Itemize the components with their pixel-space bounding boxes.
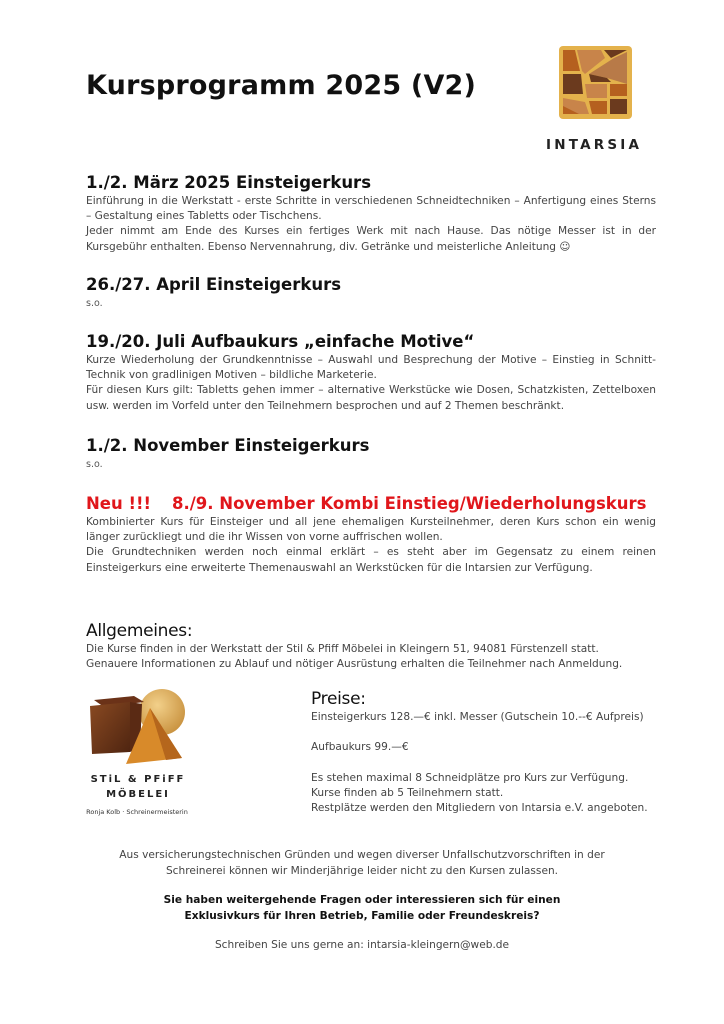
new-badge: Neu !!!	[86, 494, 152, 513]
course-description: Kurze Wiederholung der Grundkenntnisse – Auswahl und Besprechung der Motive – Einstieg in Schnitt-Technik von gradlinigen Motiven – bildliche Marketerie.	[86, 354, 656, 382]
course-heading: 26./27. April Einsteigerkurs	[86, 275, 342, 294]
price-advanced: Aufbaukurs 99.—€	[311, 741, 409, 754]
logo-tile	[585, 84, 607, 98]
moebelei-logo-icon	[82, 686, 194, 768]
moebelei-name-line2: MÖBELEI	[106, 789, 170, 800]
intarsia-logo-text: INTARSIA	[546, 137, 643, 153]
question-line: Sie haben weitergehende Fragen oder interessieren sich für einen	[163, 894, 561, 906]
disclaimer-line: Aus versicherungstechnischen Gründen und wegen diverser Unfallschutzvorschriften in der	[119, 849, 605, 861]
logo-tile	[589, 101, 607, 114]
course-heading-text: 8./9. November Kombi Einstieg/Wiederholungskurs	[172, 494, 647, 513]
cube-front	[90, 702, 130, 754]
course-november	[86, 435, 656, 472]
prices-info: Restplätze werden den Mitgliedern von Intarsia e.V. angeboten.	[311, 802, 648, 815]
footer-contact[interactable]: Schreiben Sie uns gerne an: intarsia-kleingern@web.de	[214, 939, 510, 951]
footer-question	[90, 893, 634, 924]
footer-disclaimer	[90, 848, 634, 879]
prices-info: Kurse finden ab 5 Teilnehmern statt.	[311, 786, 504, 799]
course-heading: 1./2. März 2025 Einsteigerkurs	[86, 173, 372, 192]
prices-heading: Preise:	[311, 689, 366, 709]
course-description: Für diesen Kurs gilt: Tabletts gehen immer – alternative Werkstücke wie Dosen, Schatzkisten, Zettelboxen usw. werden im Vorfeld unter den Teilnehmern besprochen und auf 2 Themen beschränkt.	[86, 384, 656, 412]
course-description: Die Grundtechniken werden noch einmal erklärt – es steht aber im Gegensatz zu einem reinen Einsteigerkurs eine erweiterte Themenauswahl an Werkstücken für die Intarsien zur Verfügung.	[86, 546, 656, 574]
general-section	[86, 620, 656, 672]
moebelei-name-line1: STiL & PFiFF	[90, 774, 186, 785]
general-line: Genauere Informationen zu Ablauf und nötiger Ausrüstung erhalten die Teilnehmer nach Anmeldung.	[86, 658, 623, 671]
prices-info: Es stehen maximal 8 Schneidplätze pro Kurs zur Verfügung.	[311, 771, 629, 784]
logo-tile	[563, 74, 583, 94]
general-heading: Allgemeines:	[86, 621, 193, 641]
logo-tile	[610, 84, 627, 96]
general-line: Die Kurse finden in der Werkstatt der Stil & Pfiff Möbelei in Kleingern 51, 94081 Fürstenzell statt.	[86, 643, 599, 655]
logo-tile	[610, 99, 627, 114]
course-heading: 19./20. Juli Aufbaukurs „einfache Motive“	[86, 332, 475, 351]
course-description: Jeder nimmt am Ende des Kurses ein fertiges Werk mit nach Hause. Das nötige Messer ist in der Kursgebühr enthalten. Ebenso Nervennahrung, div. Getränke und meisterliche Anleitung ☺	[86, 225, 656, 253]
course-march	[86, 172, 656, 255]
prices-section	[311, 688, 681, 816]
course-heading: 1./2. November Einsteigerkurs	[86, 436, 370, 455]
moebelei-name	[78, 772, 198, 802]
course-heading	[86, 493, 656, 515]
course-description: Kombinierter Kurs für Einsteiger und all jene ehemaligen Kursteilnehmer, deren Kurs schon ein wenig länger zurückliegt und die ihr Wissen von vorne auffrischen wollen.	[86, 516, 656, 544]
price-beginner: Einsteigerkurs 128.—€ inkl. Messer (Gutschein 10.--€ Aufpreis)	[311, 711, 644, 723]
course-description: Einführung in die Werkstatt - erste Schritte in verschiedenen Schneidtechniken – Anfertigung eines Sterns – Gestaltung eines Tabletts oder Tischchens.	[86, 195, 656, 223]
intarsia-logo-icon	[559, 46, 632, 119]
course-july	[86, 331, 656, 414]
course-kombi	[86, 493, 656, 576]
disclaimer-line: Schreinerei können wir Minderjährige leider nicht zu den Kursen zulassen.	[165, 864, 559, 877]
question-line: Exklusivkurs für Ihren Betrieb, Familie oder Freundeskreis?	[184, 909, 540, 922]
course-note: s.o.	[86, 298, 103, 309]
page-title: Kursprogramm 2025 (V2)	[86, 70, 477, 101]
course-note: s.o.	[86, 459, 103, 470]
course-april	[86, 274, 656, 311]
moebelei-subtitle: Ronja Kolb · Schreinermeisterin	[86, 808, 188, 816]
